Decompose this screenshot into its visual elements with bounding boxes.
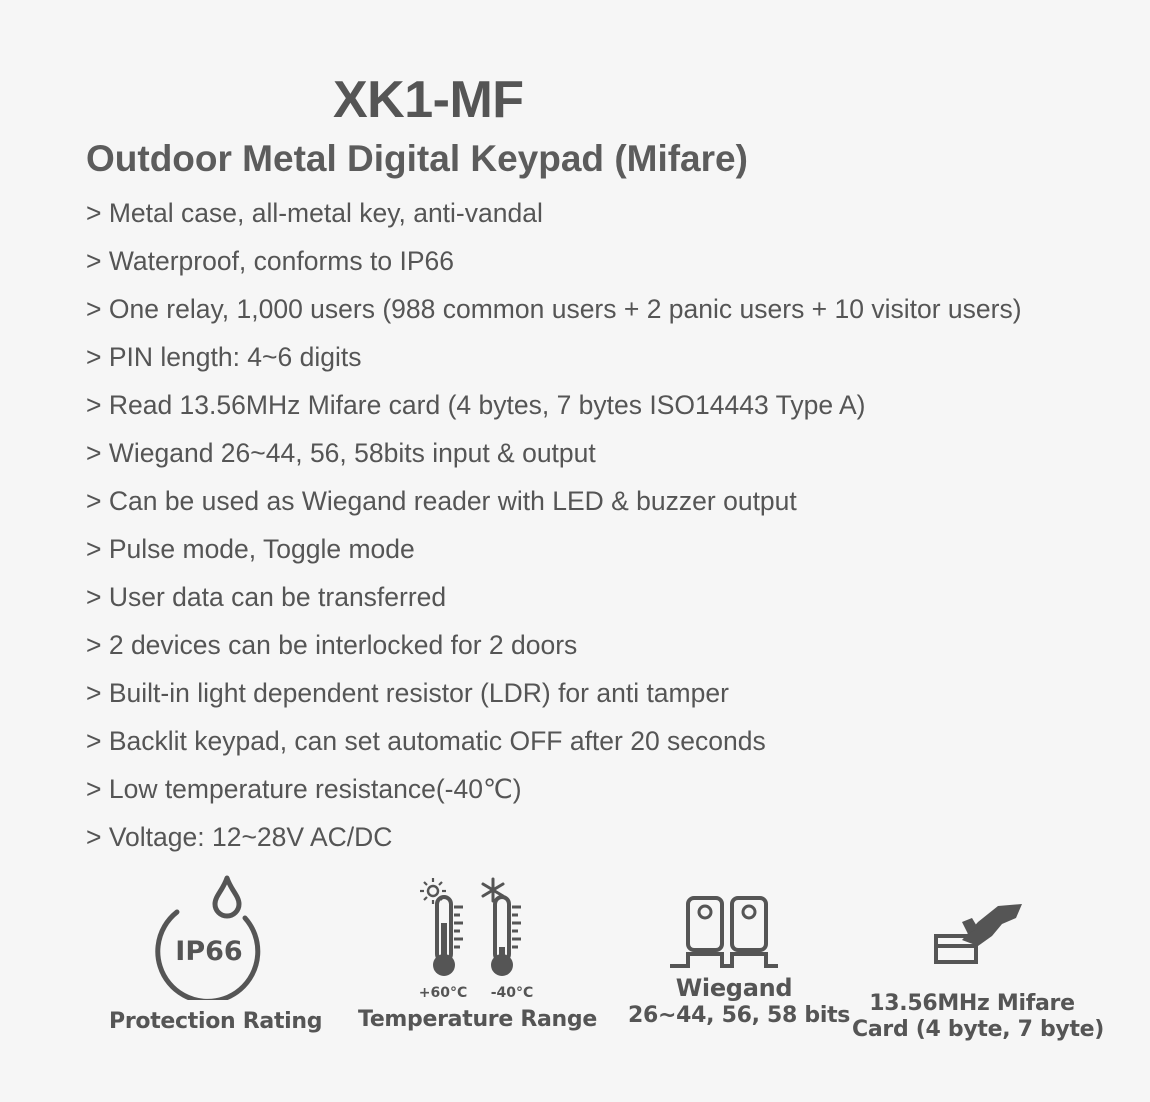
feature-item: > Wiegand 26~44, 56, 58bits input & output <box>86 438 596 468</box>
wiegand-bits-caption: 26~44, 56, 58 bits <box>628 1003 851 1028</box>
temperature-range-block <box>350 873 605 1032</box>
feature-item: > User data can be transferred <box>86 582 447 612</box>
feature-item: > Can be used as Wiegand reader with LED & buzzer output <box>86 486 797 516</box>
feature-list <box>86 195 1022 867</box>
feature-icons-row <box>0 865 1150 1065</box>
wiegand-block <box>628 890 851 1031</box>
feature-item: > 2 devices can be interlocked for 2 doors <box>86 630 578 660</box>
min-temperature-label: -40°C <box>490 985 534 998</box>
mifare-card-block <box>852 900 1105 1043</box>
temperature-range-caption: Temperature Range <box>358 1007 597 1032</box>
feature-item: > Metal case, all-metal key, anti-vandal <box>86 198 543 228</box>
protection-rating-caption: Protection Rating <box>109 1009 323 1034</box>
ip66-badge: IP66 <box>175 936 243 967</box>
feature-item: > PIN length: 4~6 digits <box>86 342 362 372</box>
wiegand-signal-icon <box>628 890 840 972</box>
mifare-frequency-caption: 13.56MHz Mifare <box>869 991 1075 1016</box>
mifare-card-caption: Card (4 byte, 7 byte) <box>852 1017 1105 1042</box>
feature-item: > Built-in light dependent resistor (LDR) for anti tamper <box>86 678 729 708</box>
max-temperature-label: +60°C <box>418 985 468 998</box>
protection-rating-block <box>105 870 335 1034</box>
feature-item: > Voltage: 12~28V AC/DC <box>86 822 393 852</box>
product-subtitle: Outdoor Metal Digital Keypad (Mifare) <box>86 138 748 179</box>
feature-item: > Low temperature resistance(-40℃) <box>86 774 522 804</box>
water-drop-circle-icon <box>105 870 335 1000</box>
feature-item: > Pulse mode, Toggle mode <box>86 534 415 564</box>
wiegand-title: Wiegand <box>675 974 793 1002</box>
feature-item: > Read 13.56MHz Mifare card (4 bytes, 7 bytes ISO14443 Type A) <box>86 390 866 420</box>
feature-item: > One relay, 1,000 users (988 common users + 2 panic users + 10 visitor users) <box>86 294 1022 324</box>
feature-item: > Waterproof, conforms to IP66 <box>86 246 454 276</box>
thermometer-icon <box>350 873 605 998</box>
model-title: XK1-MF <box>333 71 524 129</box>
hand-card-icon <box>852 900 1092 972</box>
feature-item: > Backlit keypad, can set automatic OFF after 20 seconds <box>86 726 766 756</box>
